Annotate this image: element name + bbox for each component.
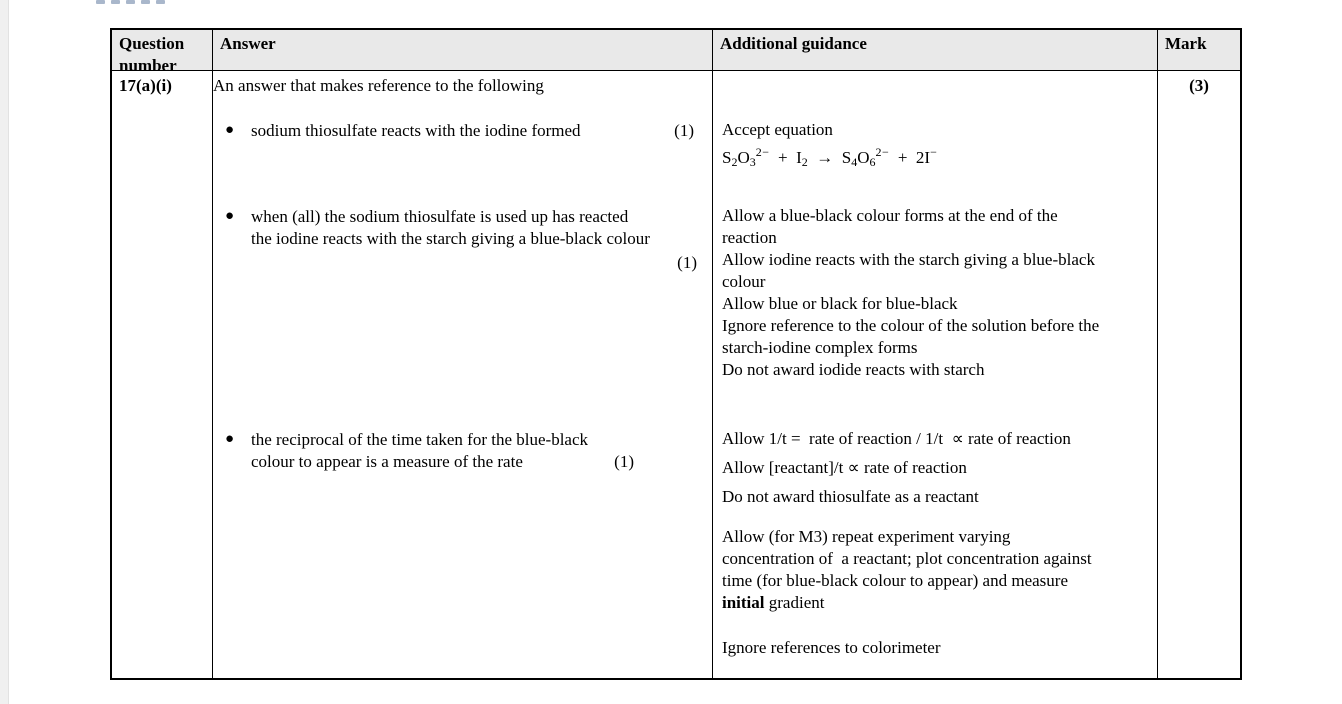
header-additional-guidance: [713, 30, 1158, 71]
guidance-accept-equation: [722, 119, 1151, 173]
header-answer-label: Answer: [220, 34, 276, 53]
answer-bullet-3-mark: (1): [614, 452, 634, 471]
answer-cell: [213, 71, 713, 678]
additional-guidance-cell: [713, 71, 1158, 678]
answer-bullet-2-mark: (1): [677, 253, 697, 272]
mark-scheme-table: [110, 28, 1242, 680]
header-question-number: [112, 30, 213, 75]
bullet-icon: ●: [225, 122, 235, 138]
header-additional-guidance-label: Additional guidance: [720, 34, 867, 53]
guidance-block-colorimeter: [722, 637, 1151, 659]
header-answer: [213, 30, 713, 71]
answer-bullet-1-text: sodium thiosulfate reacts with the iodine formed: [251, 121, 581, 140]
answer-intro: An answer that makes reference to the following: [213, 76, 544, 95]
header-mark-label: Mark: [1165, 34, 1207, 53]
guidance-block-m3: Allow (for M3) repeat experiment varying concentration of a reactant; plot concentration against time (for blue-black colour to appear) and measure initial gradient: [722, 527, 1092, 612]
answer-bullet-3: [213, 429, 712, 473]
guidance-block-rate: Allow 1/t = rate of reaction / 1/t ∝ rate of reaction Allow [reactant]/t ∝ rate of reaction Do not award thiosulfate as a reactant: [722, 429, 1071, 506]
question-number-cell: [112, 71, 213, 678]
answer-bullet-3-text: the reciprocal of the time taken for the blue-black colour to appear is a measure of the rate: [251, 430, 589, 471]
bullet-icon: ●: [225, 208, 235, 224]
header-mark: [1158, 30, 1240, 71]
question-number: 17(a)(i): [119, 76, 172, 95]
answer-bullet-2-text: when (all) the sodium thiosulfate is used up has reacted the iodine reacts with the starch giving a blue-black colour: [251, 207, 650, 248]
guidance-colorimeter-text: Ignore references to colorimeter: [722, 638, 941, 657]
mark-cell: [1158, 71, 1240, 678]
mark-value: (3): [1189, 76, 1209, 95]
chemical-equation: $S_2O_3^{2-} + I_2 \to S_4O_6^{2-} + 2I^-$: [722, 145, 938, 169]
answer-bullet-1: [213, 120, 712, 142]
bullet-icon: ●: [225, 431, 235, 447]
clipped-text-fragment: [96, 0, 176, 5]
page-left-edge: [0, 0, 9, 704]
guidance-block-colour: Allow a blue-black colour forms at the end of the reaction Allow iodine reacts with the starch giving a blue-black colour Allow blue or black for blue-black Ignore reference to the colour of the solution before the starch-iodine complex forms Do not award iodide reacts with starch: [722, 206, 1100, 379]
guidance-accept-label: Accept equation: [722, 120, 833, 139]
answer-bullet-2: [213, 206, 712, 272]
answer-bullet-1-mark: (1): [674, 121, 694, 140]
header-question-number-label: Question number: [119, 34, 185, 75]
